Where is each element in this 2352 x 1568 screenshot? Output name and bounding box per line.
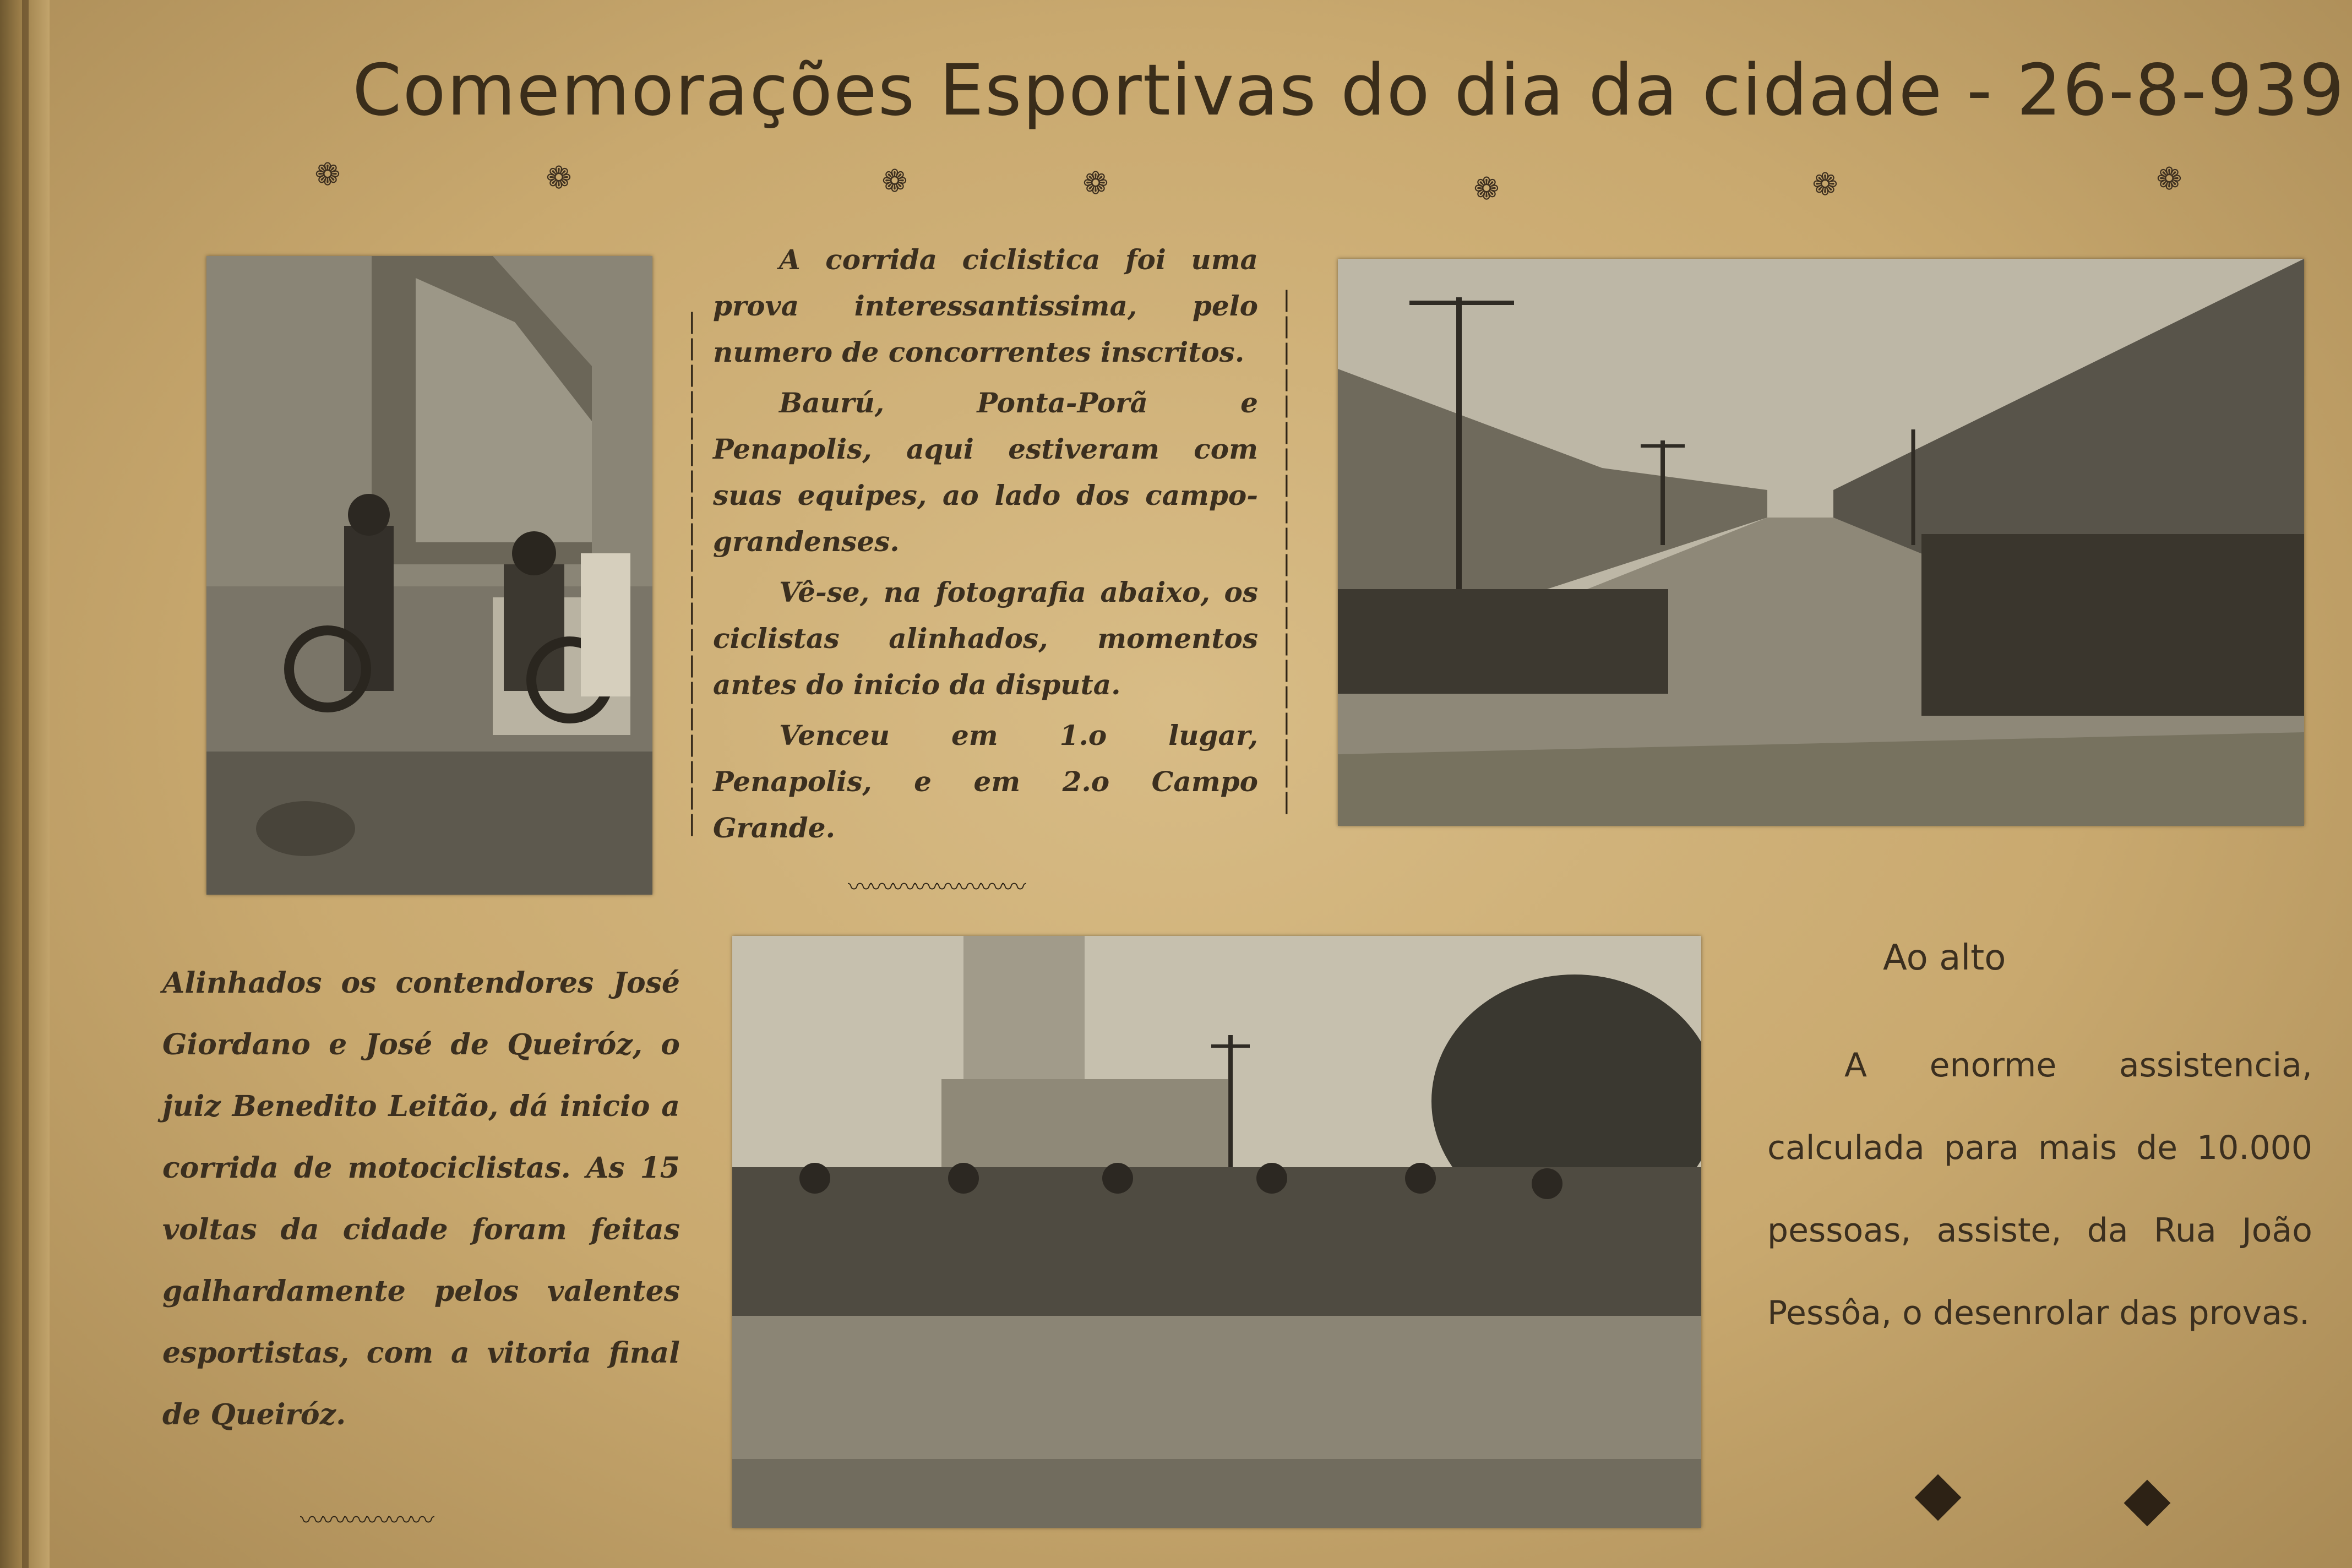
dotted-border-left: ❘ ❘ ❘ ❘ ❘ ❘ ❘ ❘ ❘ ❘ ❘ ❘ ❘ ❘ ❘ ❘ ❘ ❘ ❘ ❘	[683, 309, 701, 836]
page-title: Comemorações Esportivas do dia da cidade - 26-8-939	[352, 50, 2345, 132]
ornament-icon: ❁	[1082, 166, 1109, 202]
ornament-icon: ❁	[546, 160, 572, 196]
article-paragraph: Vê-se, na fotografia abaixo, os ciclistas alinhados, momentos antes do inicio da disputa.	[713, 576, 1258, 701]
ornament-icon: ❁	[881, 164, 908, 199]
article-paragraph: A corrida ciclistica foi uma prova interessantissima, pelo numero de concorrentes inscritos.	[713, 243, 1258, 368]
cyclists-lineup-photo	[732, 936, 1701, 1528]
motorcycle-caption: Alinhados os contendores José Giordano e José de Queiróz, o juiz Benedito Leitão, dá inicio a corrida de motociclistas. As 15 voltas da cidade foram feitas galhardamente pelos valentes esportistas, com a vitoria final de Queiróz.	[162, 966, 680, 1431]
diamond-ornament-icon	[1915, 1474, 1962, 1521]
page-fold	[22, 0, 29, 1568]
chain-divider: 〰〰〰〰〰〰	[300, 1506, 432, 1534]
diamond-ornament-icon	[2124, 1480, 2171, 1527]
chain-divider: 〰〰〰〰〰〰〰〰	[848, 873, 1024, 901]
article-paragraph: Baurú, Ponta-Porã e Penapolis, aqui estiveram com suas equipes, ao lado dos campo-grandenses.	[713, 386, 1258, 558]
street-crowd-photo	[1338, 259, 2304, 826]
dotted-border-right: ❘ ❘ ❘ ❘ ❘ ❘ ❘ ❘ ❘ ❘ ❘ ❘ ❘ ❘ ❘ ❘ ❘ ❘ ❘ ❘	[1277, 287, 1296, 814]
motorcycle-race-start-photo	[206, 256, 652, 895]
ornament-icon: ❁	[2156, 161, 2182, 197]
cycling-race-article	[713, 237, 1258, 870]
ornament-icon: ❁	[1473, 171, 1500, 207]
ornament-icon: ❁	[314, 157, 341, 193]
article-paragraph: Venceu em 1.o lugar, Penapolis, e em 2.o Campo Grande.	[713, 719, 1258, 844]
ornament-icon: ❁	[1812, 167, 1838, 203]
crowd-caption: A enorme assistencia, calculada para mais de 10.000 pessoas, assiste, da Rua João Pessôa, o desenrolar das provas.	[1767, 1046, 2312, 1332]
caption-heading: Ao alto	[1883, 938, 2006, 978]
